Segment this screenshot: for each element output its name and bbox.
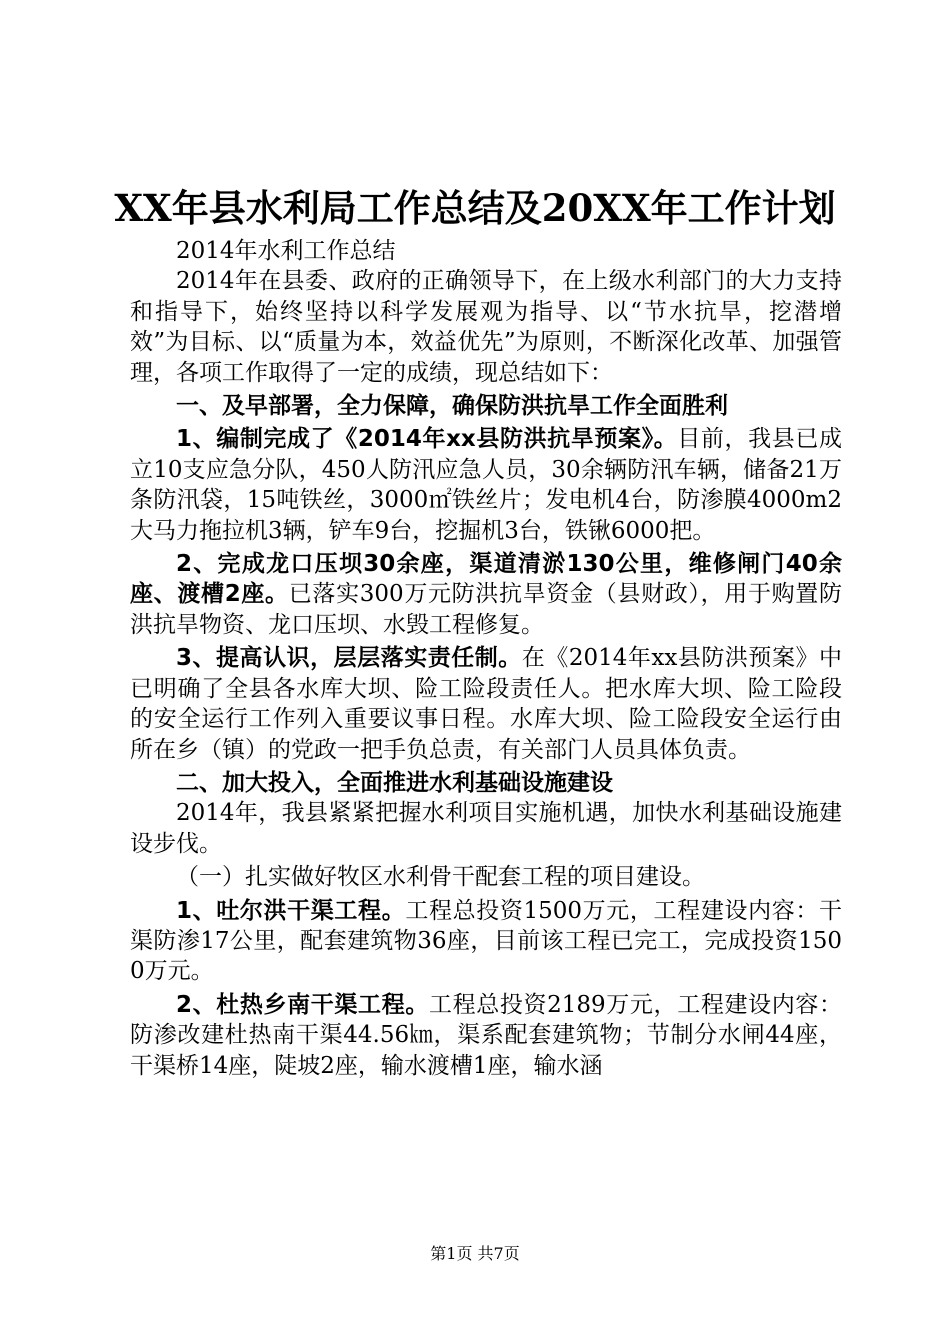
section-1-item-3-lead: 3、提高认识，层层落实责任制。 xyxy=(176,645,522,672)
document-body xyxy=(130,236,842,1081)
section-1-item-1-lead: 1、编制完成了《2014年xx县防洪抗旱预案》。 xyxy=(176,426,678,453)
section-2-item-2 xyxy=(130,990,842,1081)
section-1-item-3 xyxy=(130,643,842,765)
section-2-item-1-lead: 1、吐尔洪干渠工程。 xyxy=(176,897,406,924)
section-2-item-1 xyxy=(130,896,842,987)
section-1-item-1-text: 目前，我县已成立10支应急分队，450人防汛应急人员，30余辆防汛车辆，储备21万条防汛袋，15吨铁丝，3000㎡铁丝片；发电机4台，防渗膜4000m2大马力拖拉机3辆，铲车9台，挖掘机3台，铁锹6000把。 xyxy=(130,426,842,544)
section-1-item-2-lead: 2、完成龙口压坝30余座，渠道清淤130公里，维修闸门40余座、渡槽2座。 xyxy=(130,551,842,608)
subtitle: 2014年水利工作总结 xyxy=(176,238,396,264)
page-footer: 第1页 共7页 xyxy=(430,1244,520,1263)
section-1-item-2 xyxy=(130,549,842,640)
section-1-item-2-text: 已落实300万元防洪抗旱资金（县财政），用于购置防洪抗旱物资、龙口压坝、水毁工程修复。 xyxy=(130,581,842,638)
section-2-item-2-text: 工程总投资2189万元，工程建设内容：防渗改建杜热南干渠44.56㎞，渠系配套建筑物；节制分水闸44座，干渠桥14座，陡坡2座，输水渡槽1座，输水涵 xyxy=(130,991,842,1079)
section-1-item-1 xyxy=(130,424,842,546)
section-2-item-2-lead: 2、杜热乡南干渠工程。 xyxy=(176,991,429,1018)
section-2-heading: 二、加大投入，全面推进水利基础设施建设 xyxy=(176,769,613,796)
intro-paragraph: 2014年在县委、政府的正确领导下，在上级水利部门的大力支持和指导下，始终坚持以科学发展观为指导、以“节水抗旱，挖潜增效”为目标、以“质量为本，效益优先”为原则，不断深化改革、加强管理，各项工作取得了一定的成绩，现总结如下： xyxy=(130,268,842,386)
section-1-item-3-text: 在《2014年xx县防洪预案》中已明确了全县各水库大坝、险工险段责任人。把水库大坝、险工险段的安全运行工作列入重要议事日程。水库大坝、险工险段安全运行由所在乡（镇）的党政一把手负总责，有关部门人员具体负责。 xyxy=(130,645,842,763)
document-title: XX年县水利局工作总结及20XX年工作计划 xyxy=(114,186,836,230)
section-2-item-1-text: 工程总投资1500万元，工程建设内容：干渠防渗17公里，配套建筑物36座，目前该工程已完工，完成投资1500万元。 xyxy=(130,897,842,985)
section-2-intro: 2014年，我县紧紧把握水利项目实施机遇，加快水利基础设施建设步伐。 xyxy=(130,800,842,857)
section-2-subheading: （一）扎实做好牧区水利骨干配套工程的项目建设。 xyxy=(176,864,705,891)
section-1-heading: 一、及早部署，全力保障，确保防洪抗旱工作全面胜利 xyxy=(176,393,728,420)
